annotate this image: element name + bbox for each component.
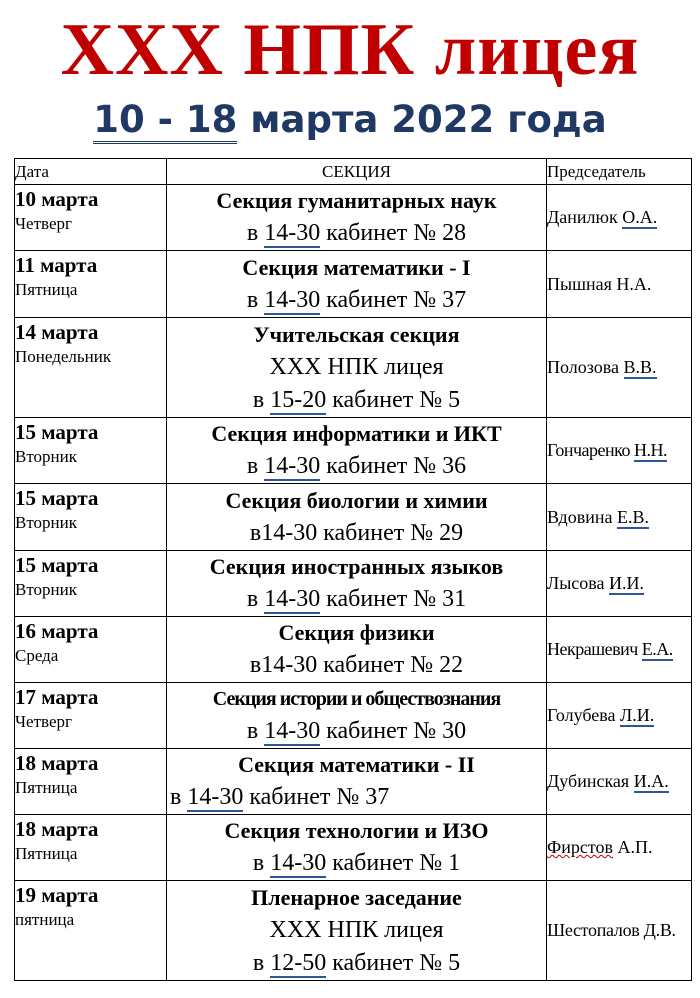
date-text: 15 марта — [15, 486, 99, 510]
date-text: 14 марта — [15, 320, 99, 344]
table-header-row — [15, 159, 692, 185]
room-prefix: в — [252, 386, 271, 413]
session-time: 14-30 — [270, 850, 327, 876]
date-text: 19 марта — [15, 883, 99, 907]
chair-name: Фирстов — [547, 837, 613, 857]
page-title: XXX НПК лицея — [60, 9, 640, 91]
weekday-text: Пятница — [15, 778, 78, 797]
date-text: 15 марта — [15, 420, 99, 444]
room-info — [167, 217, 546, 250]
weekday-text: Вторник — [15, 580, 77, 599]
section-name: Секция истории и обществознания — [212, 688, 501, 710]
chair-name: Некрашевич — [547, 639, 642, 659]
weekday-text: Пятница — [15, 844, 78, 863]
session-time: 12-50 — [270, 949, 327, 976]
chair-name: Лысова — [547, 573, 610, 593]
weekday-text: пятница — [15, 910, 75, 929]
section-cell — [167, 881, 547, 981]
header-date: Дата — [15, 159, 167, 185]
session-time: 14-30 — [264, 453, 321, 479]
date-cell — [15, 251, 167, 318]
date-text: 15 марта — [15, 553, 99, 577]
table-row — [15, 881, 692, 981]
date-cell — [15, 617, 167, 683]
date-cell — [15, 418, 167, 484]
room-prefix: в — [170, 784, 188, 810]
chair-name: Полозова — [547, 357, 624, 377]
room-suffix: кабинет № 37 — [243, 784, 390, 810]
chair-cell — [547, 815, 692, 881]
chair-name: Шестопалов Д.В. — [547, 920, 676, 940]
weekday-text: Вторник — [15, 513, 77, 532]
date-text: 18 марта — [15, 751, 99, 775]
room-prefix: в — [246, 220, 265, 246]
section-name: Секция математики - II — [238, 752, 475, 777]
section-name: Учительская секция — [253, 321, 460, 347]
chair-cell — [547, 185, 692, 251]
room-prefix: в — [252, 850, 271, 876]
room-info — [167, 947, 546, 980]
table-row — [15, 185, 692, 251]
date-text: 11 марта — [15, 253, 98, 277]
date-cell — [15, 683, 167, 749]
section-cell — [167, 815, 547, 881]
date-cell — [15, 881, 167, 981]
chair-cell — [547, 881, 692, 981]
table-row — [15, 318, 692, 418]
room-suffix: кабинет № 1 — [326, 850, 461, 876]
chair-initials: И.А. — [633, 771, 669, 791]
chair-cell — [547, 318, 692, 418]
section-name: Пленарное заседание — [251, 884, 462, 910]
section-cell — [167, 551, 547, 617]
room-info — [167, 781, 546, 814]
date-cell — [15, 749, 167, 815]
room-suffix: кабинет № 5 — [326, 949, 461, 976]
session-time: 14-30 — [264, 718, 321, 744]
chair-initials: Л.И. — [620, 705, 655, 725]
section-cell — [167, 617, 547, 683]
room-info — [167, 384, 546, 417]
section-cell — [167, 683, 547, 749]
chair-initials: О.А. — [622, 207, 658, 227]
section-cell — [167, 318, 547, 418]
chair-initials: Е.А. — [641, 639, 673, 659]
section-cell — [167, 418, 547, 484]
chair-initials: Е.В. — [616, 506, 649, 527]
weekday-text: Понедельник — [15, 347, 112, 366]
room-prefix: в — [246, 286, 265, 313]
room-info — [167, 715, 546, 748]
room-prefix: в — [246, 586, 265, 612]
session-time: 15-20 — [270, 386, 327, 413]
room-suffix: кабинет № 28 — [320, 220, 467, 246]
room-suffix: кабинет № 30 — [320, 718, 467, 744]
chair-initials: А.П. — [612, 837, 653, 857]
chair-cell — [547, 484, 692, 551]
table-row — [15, 551, 692, 617]
table-row — [15, 815, 692, 881]
chair-name: Гончаренко — [547, 440, 634, 460]
table-row — [15, 251, 692, 318]
room-info — [167, 284, 546, 317]
chair-initials: И.И. — [609, 573, 645, 593]
weekday-text: Среда — [15, 646, 59, 665]
weekday-text: Четверг — [15, 712, 72, 731]
chair-initials: В.В. — [623, 357, 657, 377]
weekday-text: Пятница — [15, 280, 78, 299]
chair-cell — [547, 418, 692, 484]
chair-name: Голубева — [547, 705, 620, 725]
page-subtitle — [0, 94, 700, 146]
room-suffix: кабинет № 37 — [320, 286, 467, 313]
table-row — [15, 484, 692, 551]
weekday-text: Четверг — [15, 214, 72, 233]
session-time: 14-30 — [264, 286, 321, 313]
section-name: Секция биологии и химии — [225, 487, 488, 513]
table-row — [15, 418, 692, 484]
session-time: 14-30 — [264, 586, 321, 612]
section-subtitle: XXX НПК лицея — [269, 353, 444, 380]
header-chair: Председатель — [547, 159, 692, 185]
room-suffix: кабинет № 5 — [326, 386, 461, 413]
session-time: 14-30 — [264, 220, 321, 246]
room-info — [167, 847, 546, 880]
section-name: Секция математики - I — [242, 254, 471, 280]
date-cell — [15, 185, 167, 251]
date-text: 10 марта — [15, 187, 99, 211]
session-time: 14-30 — [187, 784, 244, 810]
chair-initials: Н.Н. — [633, 440, 667, 460]
header-section: СЕКЦИЯ — [167, 159, 547, 185]
section-name: Секция информатики и ИКТ — [211, 421, 502, 446]
room-info: в14-30 кабинет № 22 — [249, 652, 464, 678]
chair-cell — [547, 551, 692, 617]
room-suffix: кабинет № 36 — [320, 453, 467, 479]
room-prefix: в — [246, 718, 265, 744]
date-cell — [15, 318, 167, 418]
schedule-table — [14, 158, 692, 981]
chair-cell — [547, 683, 692, 749]
subtitle-rest: марта 2022 года — [237, 98, 607, 141]
table-row — [15, 683, 692, 749]
table-row — [15, 749, 692, 815]
subtitle-dates: 10 - 18 — [93, 98, 237, 144]
table-row — [15, 617, 692, 683]
chair-cell — [547, 617, 692, 683]
section-cell — [167, 749, 547, 815]
chair-cell — [547, 749, 692, 815]
section-cell — [167, 484, 547, 551]
chair-cell — [547, 251, 692, 318]
date-cell — [15, 551, 167, 617]
chair-name: Данилюк — [547, 207, 623, 227]
section-name: Секция технологии и ИЗО — [224, 818, 489, 843]
date-text: 16 марта — [15, 619, 99, 643]
room-info: в14-30 кабинет № 29 — [249, 519, 464, 546]
room-suffix: кабинет № 31 — [320, 586, 467, 612]
room-info — [167, 450, 546, 483]
date-cell — [15, 815, 167, 881]
section-name: Секция иностранных языков — [209, 554, 504, 579]
chair-name: Дубинская — [547, 771, 634, 791]
room-info — [167, 583, 546, 616]
section-name: Секция гуманитарных наук — [216, 188, 497, 213]
weekday-text: Вторник — [15, 447, 77, 466]
section-cell — [167, 185, 547, 251]
chair-name: Вдовина — [547, 506, 617, 527]
date-text: 18 марта — [15, 817, 99, 841]
section-subtitle: XXX НПК лицея — [269, 916, 444, 943]
section-name: Секция физики — [278, 620, 435, 645]
date-cell — [15, 484, 167, 551]
room-prefix: в — [252, 949, 271, 976]
room-prefix: в — [246, 453, 265, 479]
date-text: 17 марта — [15, 685, 99, 709]
section-cell — [167, 251, 547, 318]
chair-name: Пышная Н.А. — [547, 273, 652, 294]
